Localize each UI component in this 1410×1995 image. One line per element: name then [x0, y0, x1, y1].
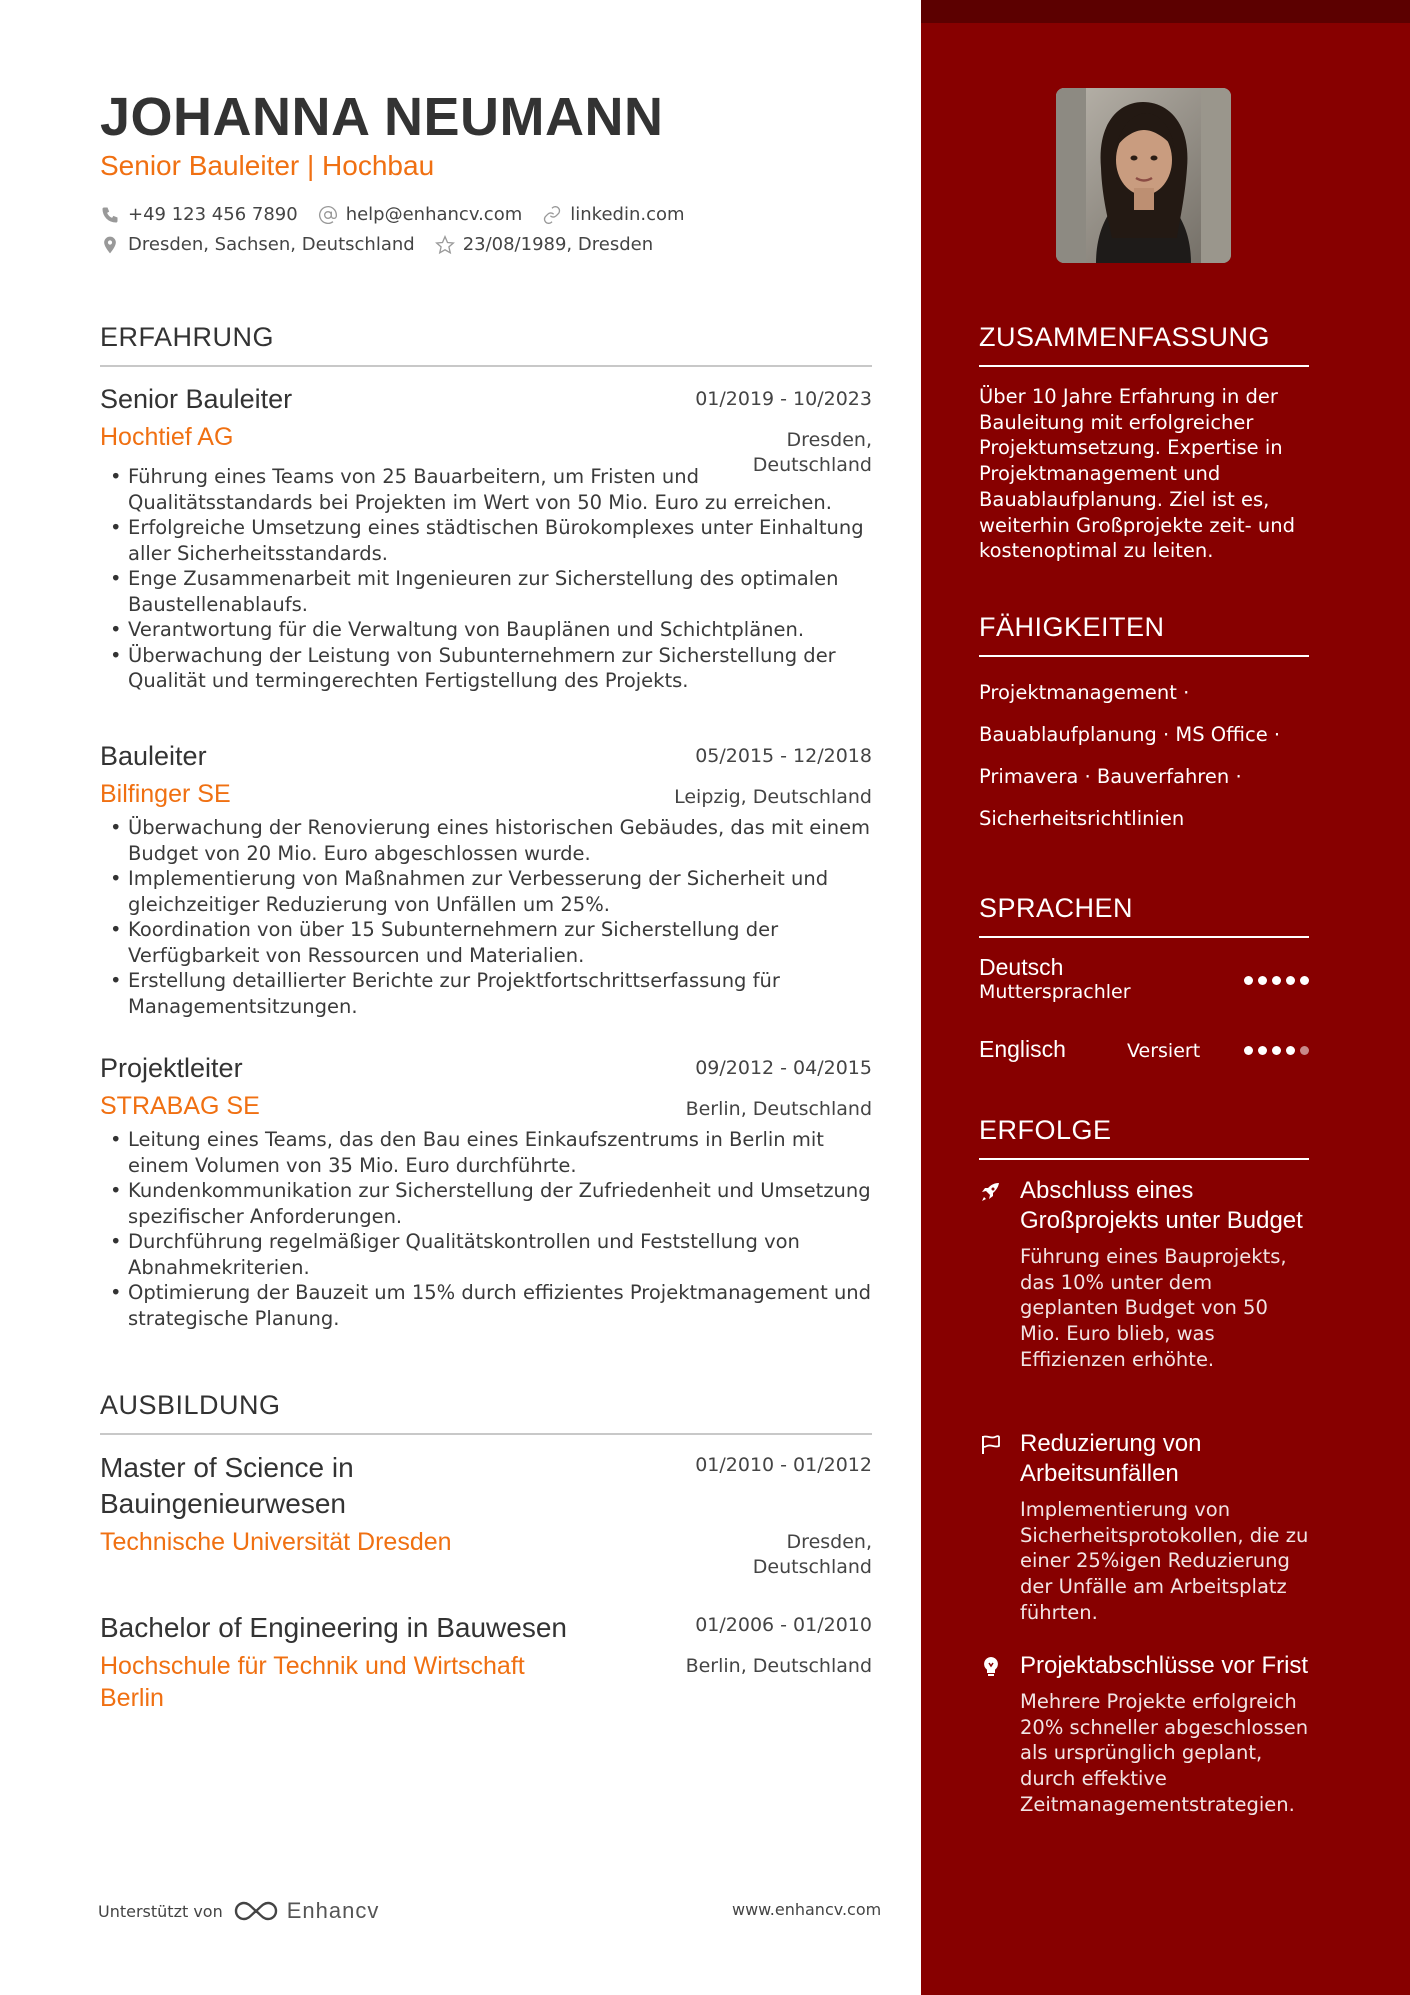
education-location: [753, 1530, 872, 1580]
job-location: Leipzig, Deutschland: [674, 786, 872, 808]
avatar: [1056, 88, 1231, 263]
list-item: • Optimierung der Bauzeit um 15% durch effizientes Projektmanagement und strategische Planung.: [100, 1280, 872, 1331]
language-level: Muttersprachler: [979, 981, 1131, 1003]
achievements-heading: ERFOLGE: [979, 1115, 1309, 1160]
job-date: 01/2019 - 10/2023: [695, 388, 872, 410]
language-item-2: [979, 1036, 1309, 1063]
degree-title-line: Bauingenieurwesen: [100, 1488, 346, 1519]
achievement-desc: Mehrere Projekte erfolgreich 20% schneller abgeschlossen als ursprünglich geplant, durch effektive Zeitmanagementstrategien.: [1020, 1690, 1309, 1816]
rating-dot: [1286, 1046, 1295, 1055]
education-date: 01/2006 - 01/2010: [695, 1614, 872, 1636]
list-item: • Verantwortung für die Verwaltung von Bauplänen und Schichtplänen.: [100, 617, 872, 643]
list-item: • Durchführung regelmäßiger Qualitätskontrollen und Feststellung von Abnahmekriterien.: [100, 1229, 872, 1280]
language-item-1: [979, 954, 1309, 1003]
achievement-1: [979, 1176, 1314, 1373]
list-item: • Koordination von über 15 Subunternehmern zur Sicherstellung der Verfügbarkeit von Ressourcen und Materialien.: [100, 917, 872, 968]
rating-dot: [1300, 1046, 1309, 1055]
skills-heading: FÄHIGKEITEN: [979, 612, 1309, 657]
rating-dot: [1258, 976, 1267, 985]
list-item: • Überwachung der Renovierung eines historischen Gebäudes, das mit einem Budget von 20 Mio. Euro abgeschlossen wurde.: [100, 815, 872, 866]
sidebar-top-bar: [921, 0, 1410, 23]
achievement-desc: Führung eines Bauprojekts, das 10% unter dem geplanten Budget von 50 Mio. Euro blieb, was Effizienzen erhöhte.: [1020, 1245, 1287, 1371]
job-company: Bilfinger SE: [100, 780, 231, 808]
rating-dot: [1258, 1046, 1267, 1055]
birth-text: 23/08/1989, Dresden: [462, 234, 654, 255]
education-item-2: [100, 1610, 872, 1714]
enhancv-logo-icon: [233, 1900, 279, 1922]
footer-brand: Enhancv: [286, 1898, 380, 1923]
list-item: • Führung eines Teams von 25 Bauarbeitern, um Fristen und Qualitätsstandards bei Projekten im Wert von 50 Mio. Euro zu erreichen.: [100, 464, 872, 515]
achievement-desc: Implementierung von Sicherheitsprotokollen, die zu einer 25%igen Reduzierung der Unfälle am Arbeitsplatz führten.: [1020, 1498, 1309, 1624]
rating-dot: [1286, 976, 1295, 985]
contact-row-2: [100, 234, 673, 255]
summary-text: Über 10 Jahre Erfahrung in der Bauleitung mit erfolgreicher Projektumsetzung. Expertise in Projektmanagement und Bauablaufplanung. Ziel ist es, weiterhin Großprojekte zeit- und kostenoptimal zu leiten.: [979, 385, 1295, 563]
skills-line: Bauablaufplanung · MS Office ·: [979, 723, 1281, 746]
skills-line: Projektmanagement ·: [979, 681, 1190, 704]
list-item: • Leitung eines Teams, das den Bau eines Einkaufszentrums in Berlin mit einem Volumen von 35 Mio. Euro durchführte.: [100, 1127, 872, 1178]
degree-title: Bachelor of Engineering in Bauwesen: [100, 1612, 567, 1643]
achievement-3: [979, 1651, 1314, 1818]
school-name-line: Berlin: [100, 1684, 164, 1712]
email-text: help@enhancv.com: [345, 204, 523, 225]
skills-line: Sicherheitsrichtlinien: [979, 807, 1185, 830]
phone-icon: [100, 205, 120, 225]
flag-icon: [979, 1433, 1003, 1457]
lightbulb-icon: [979, 1655, 1003, 1679]
rating-dot: [1272, 1046, 1281, 1055]
language-rating: [1239, 1046, 1309, 1055]
languages-heading: SPRACHEN: [979, 893, 1309, 938]
contact-location: [100, 234, 415, 255]
education-date: 01/2010 - 01/2012: [695, 1454, 872, 1476]
job-company: Hochtief AG: [100, 423, 234, 451]
list-item: • Erstellung detaillierter Berichte zur Projektfortschrittserfassung für Managementsitzungen.: [100, 968, 872, 1019]
candidate-title: Senior Bauleiter | Hochbau: [100, 150, 435, 181]
achievement-title: Projektabschlüsse vor Frist: [1020, 1652, 1309, 1679]
candidate-name: JOHANNA NEUMANN: [100, 87, 664, 147]
language-name: Englisch: [979, 1036, 1066, 1062]
link-icon: [542, 205, 562, 225]
contact-email[interactable]: [318, 204, 523, 225]
location-text: Dresden, Sachsen, Deutschland: [128, 234, 415, 255]
achievement-2: [979, 1429, 1314, 1626]
rating-dot: [1300, 976, 1309, 985]
skills-line: Primavera · Bauverfahren ·: [979, 765, 1242, 788]
school-name-line: Hochschule für Technik und Wirtschaft: [100, 1652, 525, 1680]
contact-linkedin[interactable]: [542, 204, 684, 225]
job-2: [100, 741, 872, 1019]
rating-dot: [1244, 1046, 1253, 1055]
job-location: Berlin, Deutschland: [685, 1098, 872, 1120]
job-bullets: [100, 815, 872, 1019]
job-title: Senior Bauleiter: [100, 384, 293, 414]
job-title: Projektleiter: [100, 1053, 243, 1083]
skills-list: [979, 672, 1309, 840]
powered-by-text: Unterstützt von: [98, 1901, 223, 1921]
job-1: [100, 384, 872, 694]
school-name: Technische Universität Dresden: [100, 1528, 452, 1556]
education-heading: AUSBILDUNG: [100, 1390, 872, 1435]
education-location-line: Deutschland: [752, 1556, 872, 1578]
language-name: Deutsch: [979, 954, 1064, 980]
job-date: 09/2012 - 04/2015: [695, 1057, 872, 1079]
degree-title-line: Master of Science in: [100, 1452, 354, 1483]
education-item-1: [100, 1450, 872, 1578]
linkedin-text: linkedin.com: [570, 204, 685, 225]
list-item: • Überwachung der Leistung von Subunternehmern zur Sicherstellung der Qualität und termingerechten Fertigstellung des Projekts.: [100, 643, 872, 694]
rating-dot: [1244, 976, 1253, 985]
contact-phone: [100, 204, 298, 225]
footer-powered-by: [98, 1898, 379, 1924]
education-location: Berlin, Deutschland: [685, 1655, 872, 1677]
list-item: • Kundenkommunikation zur Sicherstellung der Zufriedenheit und Umsetzung spezifischer Anforderungen.: [100, 1178, 872, 1229]
experience-heading: ERFAHRUNG: [100, 322, 872, 367]
rating-dot: [1272, 976, 1281, 985]
job-location-line: Dresden,: [786, 429, 872, 451]
profile-photo: [1056, 88, 1231, 263]
job-bullets: [100, 1127, 872, 1331]
job-3: [100, 1053, 872, 1331]
list-item: • Enge Zusammenarbeit mit Ingenieuren zur Sicherstellung des optimalen Baustellenablaufs.: [100, 566, 872, 617]
contact-birth: [435, 234, 653, 255]
star-icon: [435, 235, 455, 255]
phone-text: +49 123 456 7890: [128, 204, 298, 225]
job-bullets: [100, 464, 872, 694]
footer-url[interactable]: www.enhancv.com: [732, 1900, 882, 1919]
location-pin-icon: [100, 235, 120, 255]
at-icon: [318, 205, 338, 225]
language-rating: [1239, 976, 1309, 985]
rocket-icon: [979, 1180, 1003, 1204]
job-date: 05/2015 - 12/2018: [695, 745, 872, 767]
achievement-title: Reduzierung von Arbeitsunfällen: [1020, 1430, 1202, 1487]
list-item: • Erfolgreiche Umsetzung eines städtischen Bürokomplexes unter Einhaltung aller Sicherheitsstandards.: [100, 515, 872, 566]
job-location-line: Deutschland: [752, 454, 872, 476]
summary-heading: ZUSAMMENFASSUNG: [979, 322, 1309, 367]
education-location-line: Dresden,: [786, 1531, 872, 1553]
job-title: Bauleiter: [100, 741, 207, 771]
language-level: Versiert: [1127, 1040, 1201, 1062]
list-item: • Implementierung von Maßnahmen zur Verbesserung der Sicherheit und gleichzeitiger Reduzierung von Unfällen um 25%.: [100, 866, 872, 917]
achievement-title: Abschluss eines Großprojekts unter Budget: [1020, 1177, 1303, 1234]
sidebar: [921, 0, 1410, 1995]
contact-row-1: [100, 204, 705, 225]
job-company: STRABAG SE: [100, 1092, 260, 1120]
